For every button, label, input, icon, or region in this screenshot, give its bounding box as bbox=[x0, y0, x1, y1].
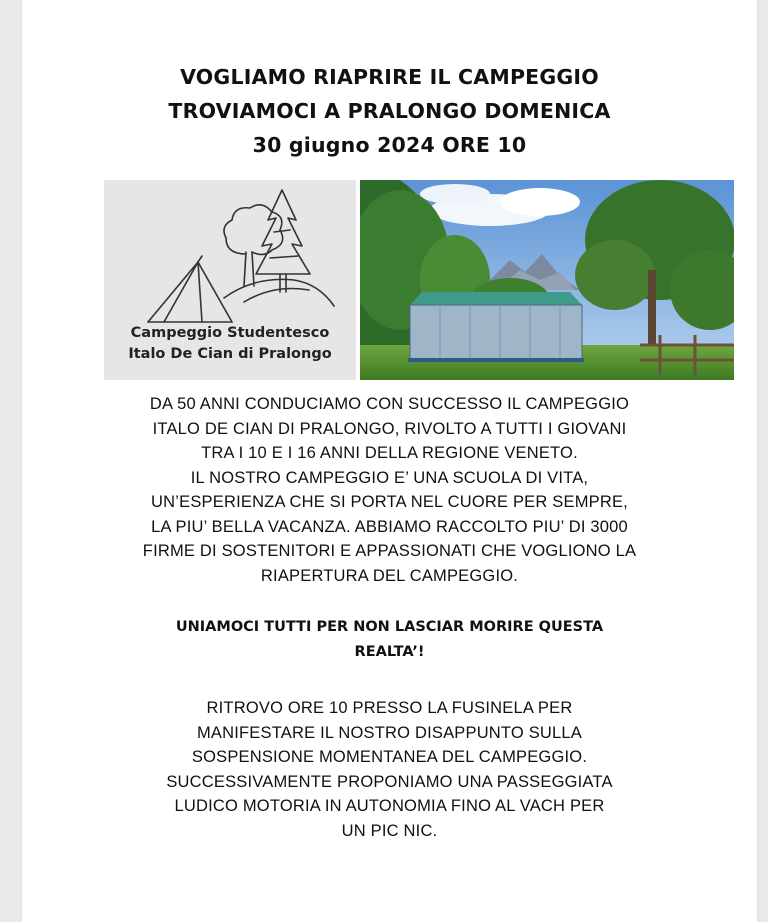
headline-line-1: VOGLIAMO RIAPRIRE IL CAMPEGGIO bbox=[180, 65, 599, 89]
text-line: RIAPERTURA DEL CAMPEGGIO. bbox=[260, 566, 519, 585]
text-line: UN PIC NIC. bbox=[341, 821, 438, 840]
headline bbox=[22, 60, 757, 162]
text-line: DA 50 ANNI CONDUCIAMO CON SUCCESSO IL CAMPEGGIO bbox=[149, 395, 630, 413]
text-line: FIRME DI SOSTENITORI E APPASSIONATI CHE VOGLIONO LA bbox=[142, 542, 637, 560]
text-line: UN’ESPERIENZA CHE SI PORTA NEL CUORE PER SEMPRE, bbox=[151, 493, 628, 511]
text-line: MANIFESTARE IL NOSTRO DISAPPUNTO SULLA bbox=[196, 723, 583, 742]
campsite-photo bbox=[360, 180, 734, 380]
headline-line-2: TROVIAMOCI A PRALONGO DOMENICA bbox=[168, 99, 611, 123]
campsite-logo bbox=[104, 180, 356, 380]
text-line: SUCCESSIVAMENTE PROPONIAMO UNA PASSEGGIATA bbox=[166, 772, 613, 791]
description-paragraph bbox=[22, 392, 757, 588]
logo-caption-line-2: Italo De Cian di Pralongo bbox=[128, 346, 332, 362]
campsite-tent-photo-icon bbox=[360, 180, 734, 380]
text-line: LA PIU’ BELLA VACANZA. ABBIAMO RACCOLTO PIU’ DI 3000 bbox=[151, 517, 628, 536]
slogan bbox=[22, 615, 757, 665]
headline-line-3: 30 giugno 2024 ORE 10 bbox=[252, 133, 527, 157]
text-line: IL NOSTRO CAMPEGGIO E’ UNA SCUOLA DI VITA, bbox=[190, 468, 589, 487]
flyer-page bbox=[22, 0, 757, 922]
text-line: TRA I 10 E I 16 ANNI DELLA REGIONE VENETO. bbox=[201, 444, 578, 462]
slogan-line: REALTA’! bbox=[354, 644, 425, 660]
logo-caption-line-1: Campeggio Studentesco bbox=[130, 325, 330, 341]
logo-caption bbox=[104, 323, 356, 365]
text-line: RITROVO ORE 10 PRESSO LA FUSINELA PER bbox=[206, 699, 573, 717]
text-line: SOSPENSIONE MOMENTANEA DEL CAMPEGGIO. bbox=[191, 748, 588, 766]
slogan-line: UNIAMOCI TUTTI PER NON LASCIAR MORIRE QUESTA bbox=[175, 619, 604, 635]
text-line: LUDICO MOTORIA IN AUTONOMIA FINO AL VACH PER bbox=[174, 797, 605, 815]
text-line: ITALO DE CIAN DI PRALONGO, RIVOLTO A TUTTI I GIOVANI bbox=[152, 419, 627, 438]
meeting-paragraph bbox=[22, 696, 757, 843]
